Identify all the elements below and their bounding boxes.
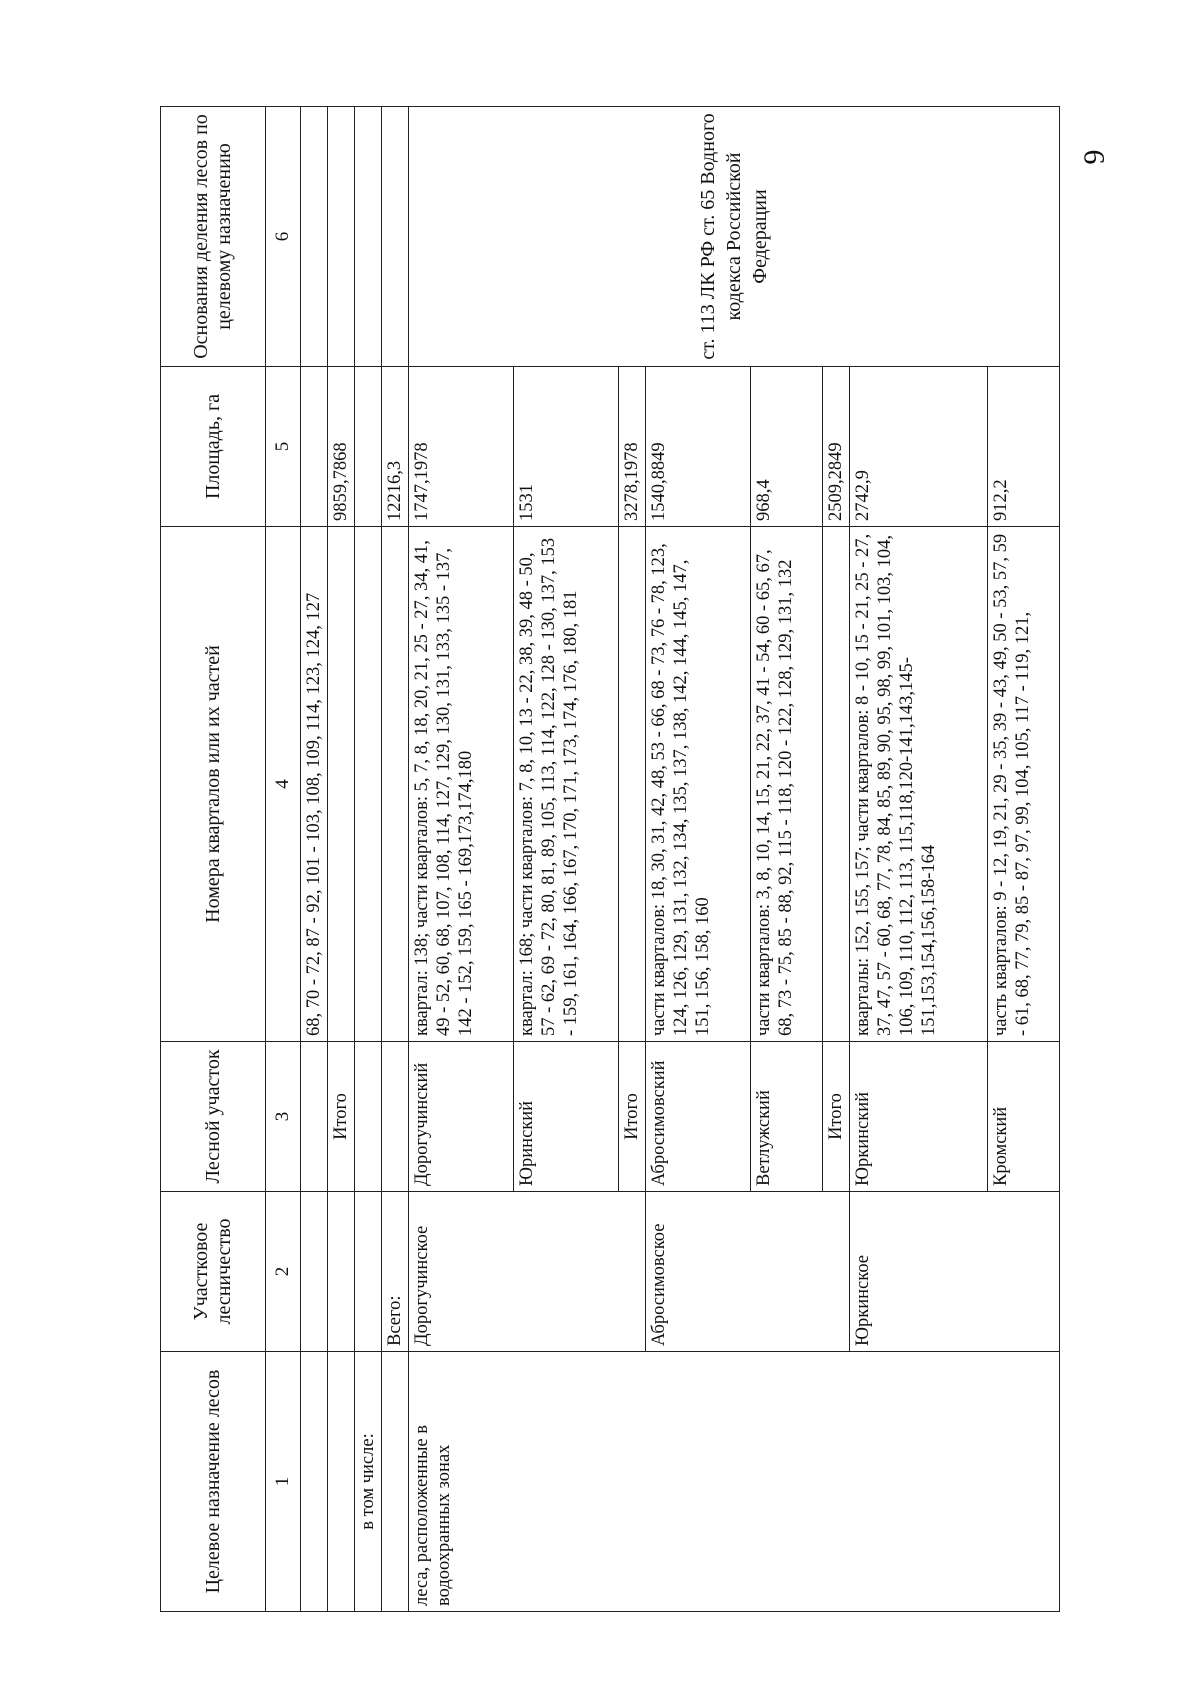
plot-cell: Абросимовский (645, 1042, 750, 1192)
plot-cell: Юринский (513, 1042, 618, 1192)
header-row (161, 107, 266, 1612)
subtotal-label: в том числе: (355, 1352, 382, 1612)
area-cell: 1747,1978 (409, 367, 514, 527)
table-row (409, 107, 514, 1612)
column-number: 1 (266, 1352, 301, 1612)
table-row (301, 107, 328, 1612)
quarters-cell: квартал: 138; части кварталов: 5, 7, 8, 18, 20, 21, 25 - 27, 34, 41, 49 - 52, 60, 68, 107, 108, 114, 127, 129, 130, 131, 133, 135 - 137, 142 - 152, 159, 165 - 169,173,174,180 (409, 527, 514, 1042)
area-cell: 9859,7868 (328, 367, 355, 527)
header-area: Площадь, га (161, 367, 266, 527)
rotated-table-wrapper (160, 107, 1060, 1612)
area-cell: 2509,2849 (823, 367, 850, 527)
table-row (382, 107, 409, 1612)
itogo-label: Итого (618, 1042, 645, 1192)
table-row (328, 107, 355, 1612)
area-cell: 968,4 (750, 367, 822, 527)
itogo-label: Итого (328, 1042, 355, 1192)
quarters-cell: квартал: 168; части кварталов: 7, 8, 10, 13 - 22, 38, 39, 48 - 50, 57 - 62, 69 - 72, 80, 81, 89, 105, 113, 114, 122, 128 - 130, 137, 153 - 159, 161, 164, 166, 167, 170, 171, 173, 174, 176, 180, 181 (513, 527, 618, 1042)
plot-cell: Юркинский (850, 1042, 987, 1192)
area-cell: 1540,8849 (645, 367, 750, 527)
area-cell: 2742,9 (850, 367, 987, 527)
quarters-cell: 68, 70 - 72, 87 - 92, 101 - 103, 108, 109, 114, 123, 124, 127 (301, 527, 328, 1042)
area-cell: 3278,1978 (618, 367, 645, 527)
plot-cell: Кромский (987, 1042, 1059, 1192)
quarters-cell: части кварталов: 18, 30, 31, 42, 48, 53 - 66, 68 - 73, 76 - 78, 123, 124, 126, 129, 131, 132, 134, 135, 137, 138, 142, 144, 145, 147, 151, 156, 158, 160 (645, 527, 750, 1042)
basis-cell: ст. 113 ЛК РФ ст. 65 Водного кодекса Российской Федерации (409, 107, 1060, 367)
purpose-cell: леса, расположенные в водоохранных зонах (409, 1352, 1060, 1612)
forestry-cell: Юркинское (850, 1192, 1060, 1352)
forest-purpose-table (160, 106, 1060, 1612)
quarters-cell: части кварталов: 3, 8, 10, 14, 15, 21, 22, 37, 41 - 54, 60 - 65, 67, 68, 73 - 75, 85 - 88, 92, 115 - 118, 120 - 122, 128, 129, 131, 132 (750, 527, 822, 1042)
column-number-row (266, 107, 301, 1612)
page-number: 6 (1077, 149, 1111, 165)
column-number: 2 (266, 1192, 301, 1352)
column-number: 6 (266, 107, 301, 367)
area-cell: 12216,3 (382, 367, 409, 527)
header-quarters: Номера кварталов или их частей (161, 527, 266, 1042)
column-number: 3 (266, 1042, 301, 1192)
plot-cell: Ветлужский (750, 1042, 822, 1192)
header-basis: Основания деления лесов по целевому назначению (161, 107, 266, 367)
forestry-cell: Абросимовское (645, 1192, 849, 1352)
table-row (355, 107, 382, 1612)
total-label: Всего: (382, 1192, 409, 1352)
itogo-label: Итого (823, 1042, 850, 1192)
plot-cell: Дорогучинский (409, 1042, 514, 1192)
area-cell: 1531 (513, 367, 618, 527)
column-number: 4 (266, 527, 301, 1042)
quarters-cell: кварталы: 152, 155, 157; части кварталов: 8 - 10, 15 - 21, 25 - 27, 37, 47, 57 - 60, 68, 77, 78, 84, 85, 89, 90, 95, 98, 99, 101, 103, 104, 106, 109, 110, 112, 113, 115,118,120-141,143,145-151,153,154,156,158-164 (850, 527, 987, 1042)
forestry-cell: Дорогучинское (409, 1192, 646, 1352)
area-cell: 912,2 (987, 367, 1059, 527)
column-number: 5 (266, 367, 301, 527)
quarters-cell: часть кварталов: 9 - 12, 19, 21, 29 - 35, 39 - 43, 49, 50 - 53, 57, 59 - 61, 68, 77, 79, 85 - 87, 97, 99, 104, 105, 117 - 119, 121, (987, 527, 1059, 1042)
header-forestry: Участковое лесничество (161, 1192, 266, 1352)
header-purpose: Целевое назначение лесов (161, 1352, 266, 1612)
header-plot: Лесной участок (161, 1042, 266, 1192)
